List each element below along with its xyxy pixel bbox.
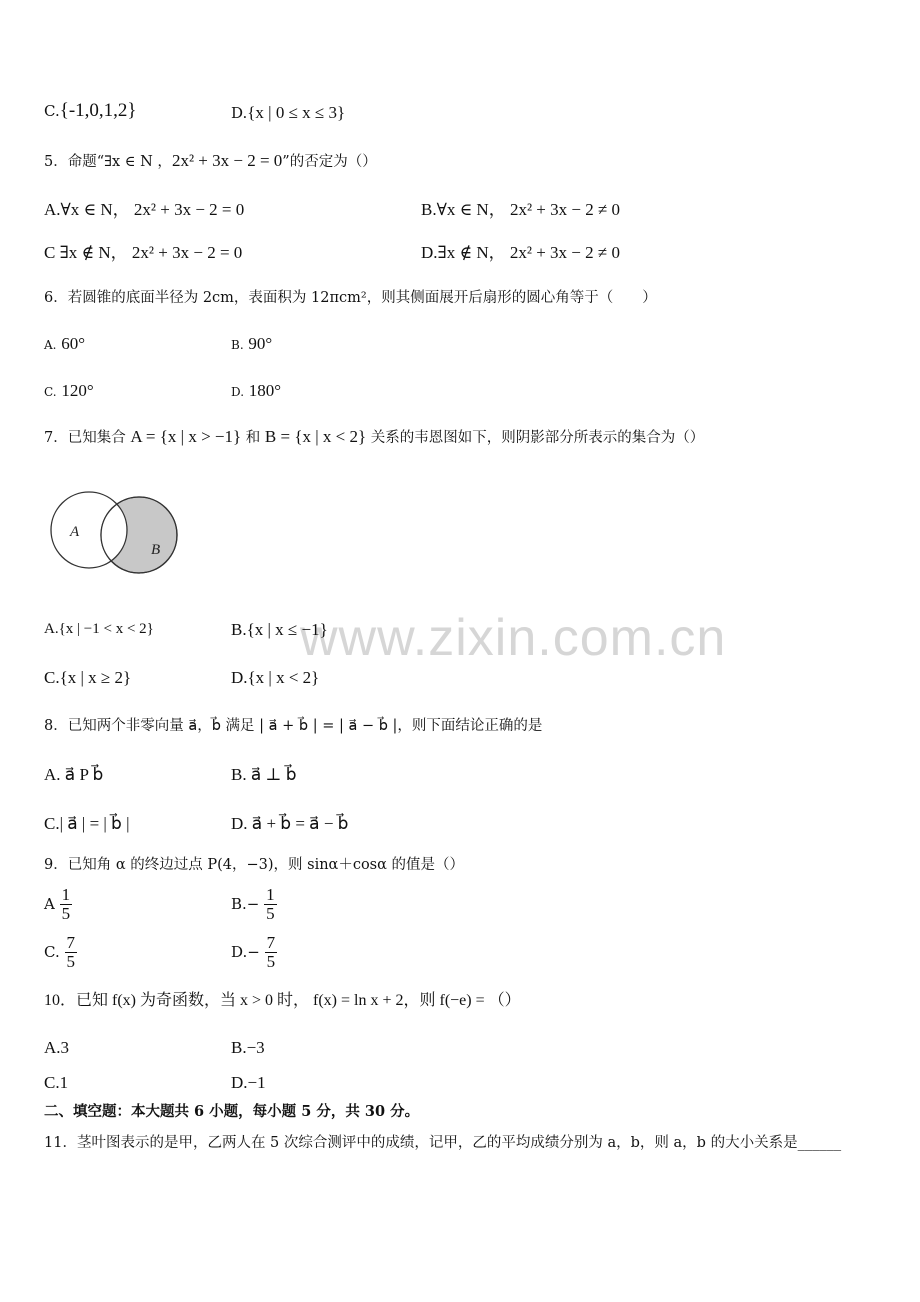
q9-option-a-label: A	[44, 894, 55, 913]
q9-option-d-denominator: 5	[266, 951, 276, 971]
q9-option-d	[231, 934, 277, 971]
q9-option-b-fraction	[264, 886, 277, 923]
q5-stem-math: 2x² + 3x − 2 = 0	[171, 151, 283, 170]
q9-option-b-denominator: 5	[266, 903, 275, 923]
q9-option-b	[231, 886, 277, 923]
q10-option-b: B.−3	[231, 1038, 265, 1057]
q6-option-b	[231, 335, 272, 352]
q7-stem-mid: 和	[245, 430, 261, 446]
q9-option-c	[44, 934, 77, 971]
q6-option-d-value: 180°	[248, 381, 282, 400]
q8-option-c: C.| a⃗ | = | b⃗ |	[44, 814, 130, 833]
q7-option-c: C.{x | x ≥ 2}	[44, 668, 132, 687]
q9-option-b-numerator: 1	[266, 885, 275, 904]
q9-stem: 9．已知角 α 的终边过点 P(4，−3)，则 sinα＋cosα 的值是（）	[44, 857, 465, 873]
q4-option-d-math: {x | 0 ≤ x ≤ 3}	[247, 103, 346, 122]
venn-label-a: A	[70, 524, 80, 540]
section-heading-fill-blank: 二、填空题：本大题共 6 小题，每小题 5 分，共 30 分。	[44, 1103, 420, 1120]
q10-option-c: C.1	[44, 1073, 69, 1092]
q7-option-b: B.{x | x ≤ −1}	[231, 620, 328, 639]
q9-option-b-label: B.−	[231, 894, 260, 913]
q6-option-b-label: B.	[231, 338, 244, 352]
q7-stem-post: 关系的韦恩图如下，则阴影部分所表示的集合为（）	[370, 430, 705, 446]
q7-set-b: B = {x | x < 2}	[264, 427, 367, 446]
q8-option-a: A. a⃗ P b⃗	[44, 765, 104, 784]
q6-option-d-label: D.	[231, 385, 245, 399]
q8-stem: 8．已知两个非零向量 a⃗，b⃗ 满足 | a⃗ + b⃗ | = | a⃗ − b⃗ |，则下面结论正确的是	[44, 718, 543, 734]
q8-option-d: D. a⃗ + b⃗ = a⃗ − b⃗	[231, 814, 349, 833]
q6-option-a-label: A.	[44, 338, 57, 352]
q6-stem: 6．若圆锥的底面半径为 2cm，表面积为 12πcm²，则其侧面展开后扇形的圆心角等于（ ）	[44, 290, 657, 306]
q10-stem: 10．已知 f(x) 为奇函数，当 x > 0 时， f(x) = ln x + 2，则 f(−e) = （）	[44, 992, 521, 1009]
q5-option-b: B.∀x ∈ N， 2x² + 3x − 2 ≠ 0	[421, 200, 621, 219]
q9-option-c-numerator: 7	[66, 933, 75, 952]
q4-option-c	[44, 101, 137, 120]
q5-option-a: A.∀x ∈ N， 2x² + 3x − 2 = 0	[44, 200, 245, 219]
q4-option-c-label: C.	[44, 102, 60, 120]
q5-stem	[44, 152, 377, 170]
q9-option-a-numerator: 1	[61, 885, 71, 904]
q4-option-c-math: {-1,0,1,2}	[59, 100, 137, 121]
q6-option-a	[44, 335, 85, 352]
venn-diagram	[50, 488, 182, 584]
q6-option-d	[231, 382, 281, 399]
q5-option-c: C ∃x ∉ N， 2x² + 3x − 2 = 0	[44, 243, 243, 262]
watermark: www.zixin.com.cn	[300, 609, 727, 667]
q8-option-b: B. a⃗ ⊥ b⃗	[231, 765, 297, 784]
q9-option-a	[44, 886, 72, 923]
q6-option-a-value: 60°	[61, 334, 86, 353]
q5-stem-pre: 5．命题“∃x ∈ N ，	[44, 154, 172, 170]
q7-set-a: A = {x | x > −1}	[130, 427, 242, 446]
q9-option-d-numerator: 7	[266, 933, 276, 952]
q5-stem-post: ”的否定为（）	[282, 154, 377, 170]
q9-option-a-fraction	[60, 886, 73, 923]
q7-stem-pre: 7．已知集合	[44, 430, 126, 446]
q9-option-d-fraction	[265, 934, 278, 971]
q5-option-d: D.∃x ∉ N， 2x² + 3x − 2 ≠ 0	[421, 243, 620, 262]
q4-option-d	[231, 104, 345, 121]
q9-option-c-denominator: 5	[66, 951, 75, 971]
q9-option-a-denominator: 5	[61, 903, 71, 923]
q4-option-d-label: D.	[231, 104, 248, 122]
q7-option-d: D.{x | x < 2}	[231, 668, 320, 687]
q9-option-c-label: C.	[44, 942, 60, 961]
q6-option-c	[44, 382, 94, 399]
venn-label-b: B	[151, 542, 161, 558]
q6-option-c-value: 120°	[61, 381, 94, 400]
q9-option-c-fraction	[65, 934, 78, 971]
q10-option-a: A.3	[44, 1038, 70, 1057]
q10-option-d: D.−1	[231, 1073, 266, 1092]
q6-option-b-value: 90°	[248, 334, 273, 353]
q9-option-d-label: D.−	[231, 942, 260, 961]
q11-stem: 11．茎叶图表示的是甲，乙两人在 5 次综合测评中的成绩，记甲，乙的平均成绩分别为 a，b，则 a，b 的大小关系是______	[44, 1135, 842, 1151]
q6-option-c-label: C.	[44, 385, 57, 399]
q7-option-a: A.{x | −1 < x < 2}	[44, 621, 154, 637]
q7-stem	[44, 428, 704, 446]
